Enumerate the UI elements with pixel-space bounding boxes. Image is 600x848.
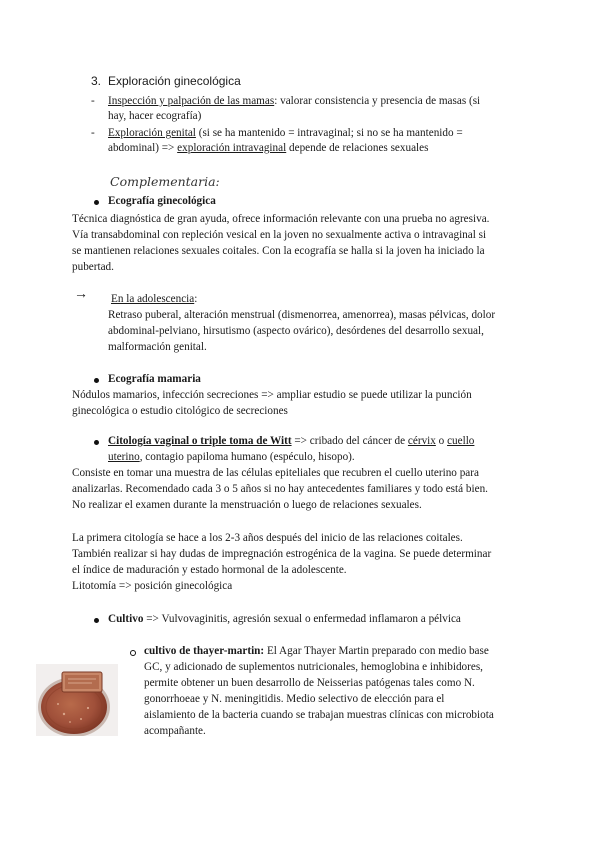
arrow-right-icon: → [74,287,88,302]
thayer-martin-line: GC, y adicionado de suplementos nutricionales, hemoglobina e inhibidores, [144,661,483,673]
cervix-term: cérvix [407,435,436,447]
cultivo-text: => Vulvovaginitis, agresión sexual o enfermedad inflamaron a pélvica [143,613,461,625]
thayer-martin-line: acompañante. [144,725,206,737]
adolescencia-line: Retraso puberal, alteración menstrual (dismenorrea, amenorrea), masas pélvicas, dolor [108,309,496,321]
petri-dish-graphic [36,664,118,736]
citologia-heading [108,434,474,450]
exam-item-1-label: Inspección y palpación de las mamas [108,95,275,107]
section-title: Exploración ginecológica [108,74,241,88]
exam-item-2 [108,126,463,142]
adolescencia-line: malformación genital. [108,341,207,353]
cultivo-heading [108,612,461,628]
citologia-para2-line: el índice de maduración y estado hormonal de la adolescente. [72,564,347,576]
hollow-bullet-icon [130,650,136,656]
eco-mam-title: Ecografía mamaria [108,373,201,385]
adolescencia-colon: : [194,293,198,305]
thayer-martin-heading [144,644,489,660]
thayer-martin-line: permite obtener un buen desarrollo de Neisserias patógenas tales como N. [144,677,475,689]
exam-item-1 [108,94,480,110]
dash-marker: - [91,127,95,139]
complementaria-heading: Complementaria: [110,174,220,189]
exam-item-2-text-a: abdominal) => [108,142,178,154]
exam-item-2-label: Exploración genital [108,127,196,139]
citologia-para2-line: La primera citología se hace a los 2-3 años después del inicio de las relaciones coitales. [72,532,463,544]
dash-marker: - [91,95,95,107]
citologia-text: => cribado del cáncer de [291,435,408,447]
bullet-icon [94,378,99,383]
citologia-line: No realizar el examen durante la menstruación o luego de relaciones sexuales. [72,499,422,511]
adolescencia-label-text: En la adolescencia [111,293,195,305]
eco-gin-line: Vía transabdominal con repleción vesical en la joven no sexualmente activa o intravaginal si [72,229,487,241]
eco-gin-line: pubertad. [72,261,114,273]
adolescencia-line: abdominal-pelviano, hirsutismo (aspecto ovárico), desórdenes del desarrollo sexual, [108,325,484,337]
eco-gin-line: Técnica diagnóstica de gran ayuda, ofrece información relevante con una prueba no agresiva. [72,213,490,225]
citologia-title: Citología vaginal o triple toma de Witt [108,435,292,447]
exam-item-2-line2 [108,141,428,157]
citologia-text-2: , contagio papiloma humano (espéculo, hisopo). [139,451,355,463]
eco-mam-line: ginecológica o estudio citológico de secreciones [72,405,288,417]
bullet-icon [94,200,99,205]
bullet-icon [94,440,99,445]
thayer-martin-line: aislamiento de la bacteria cuando se trabajan muestras clínicas con microbiota [144,709,494,721]
citologia-para2-line: Litotomía => posición ginecológica [72,580,233,592]
eco-gin-title: Ecografía ginecológica [108,195,216,207]
thayer-martin-line: gonorrhoeae y N. meningitidis. Medio selectivo de elección para el [144,693,445,705]
citologia-para2-line: También realizar si hay dudas de impregnación estrogénica de la vagina. Se puede determinar [72,548,492,560]
section-number: 3. [91,74,102,88]
exam-item-2-link: exploración intravaginal [177,142,287,154]
adolescencia-label [111,292,197,308]
citologia-line: Consiste en tomar una muestra de las células epiteliales que recubren el cuello uterino para [72,467,479,479]
exam-item-2-text-b: depende de relaciones sexuales [286,142,429,154]
exam-item-1-text: : valorar consistencia y presencia de masas (si [274,95,481,107]
citologia-heading-line2 [108,450,355,466]
eco-gin-line: se mantienen relaciones sexuales coitales. Con la ecografía se halla si la joven ha iniciado la [72,245,485,257]
citologia-line: analizarlas. Recomendado cada 3 o 5 años si no hay antecedentes familiares y todo está bien. [72,483,488,495]
exam-item-2-text: (si se ha mantenido = intravaginal; si no se ha mantenido = [195,127,463,139]
eco-mam-line: Nódulos mamarios, infección secreciones => ampliar estudio se puede utilizar la punción [72,389,472,401]
exam-item-1-line2: hay, hacer ecografía) [108,110,202,122]
cultivo-title: Cultivo [108,613,144,625]
bullet-icon [94,618,99,623]
thayer-martin-title: cultivo de thayer-martin: [144,645,265,657]
uterino-term: uterino [108,451,140,463]
thayer-martin-text: El Agar Thayer Martin preparado con medio base [264,645,489,657]
petri-dish-image [36,664,118,736]
cuello-term: cuello [447,435,475,447]
citologia-conj: o [435,435,448,447]
